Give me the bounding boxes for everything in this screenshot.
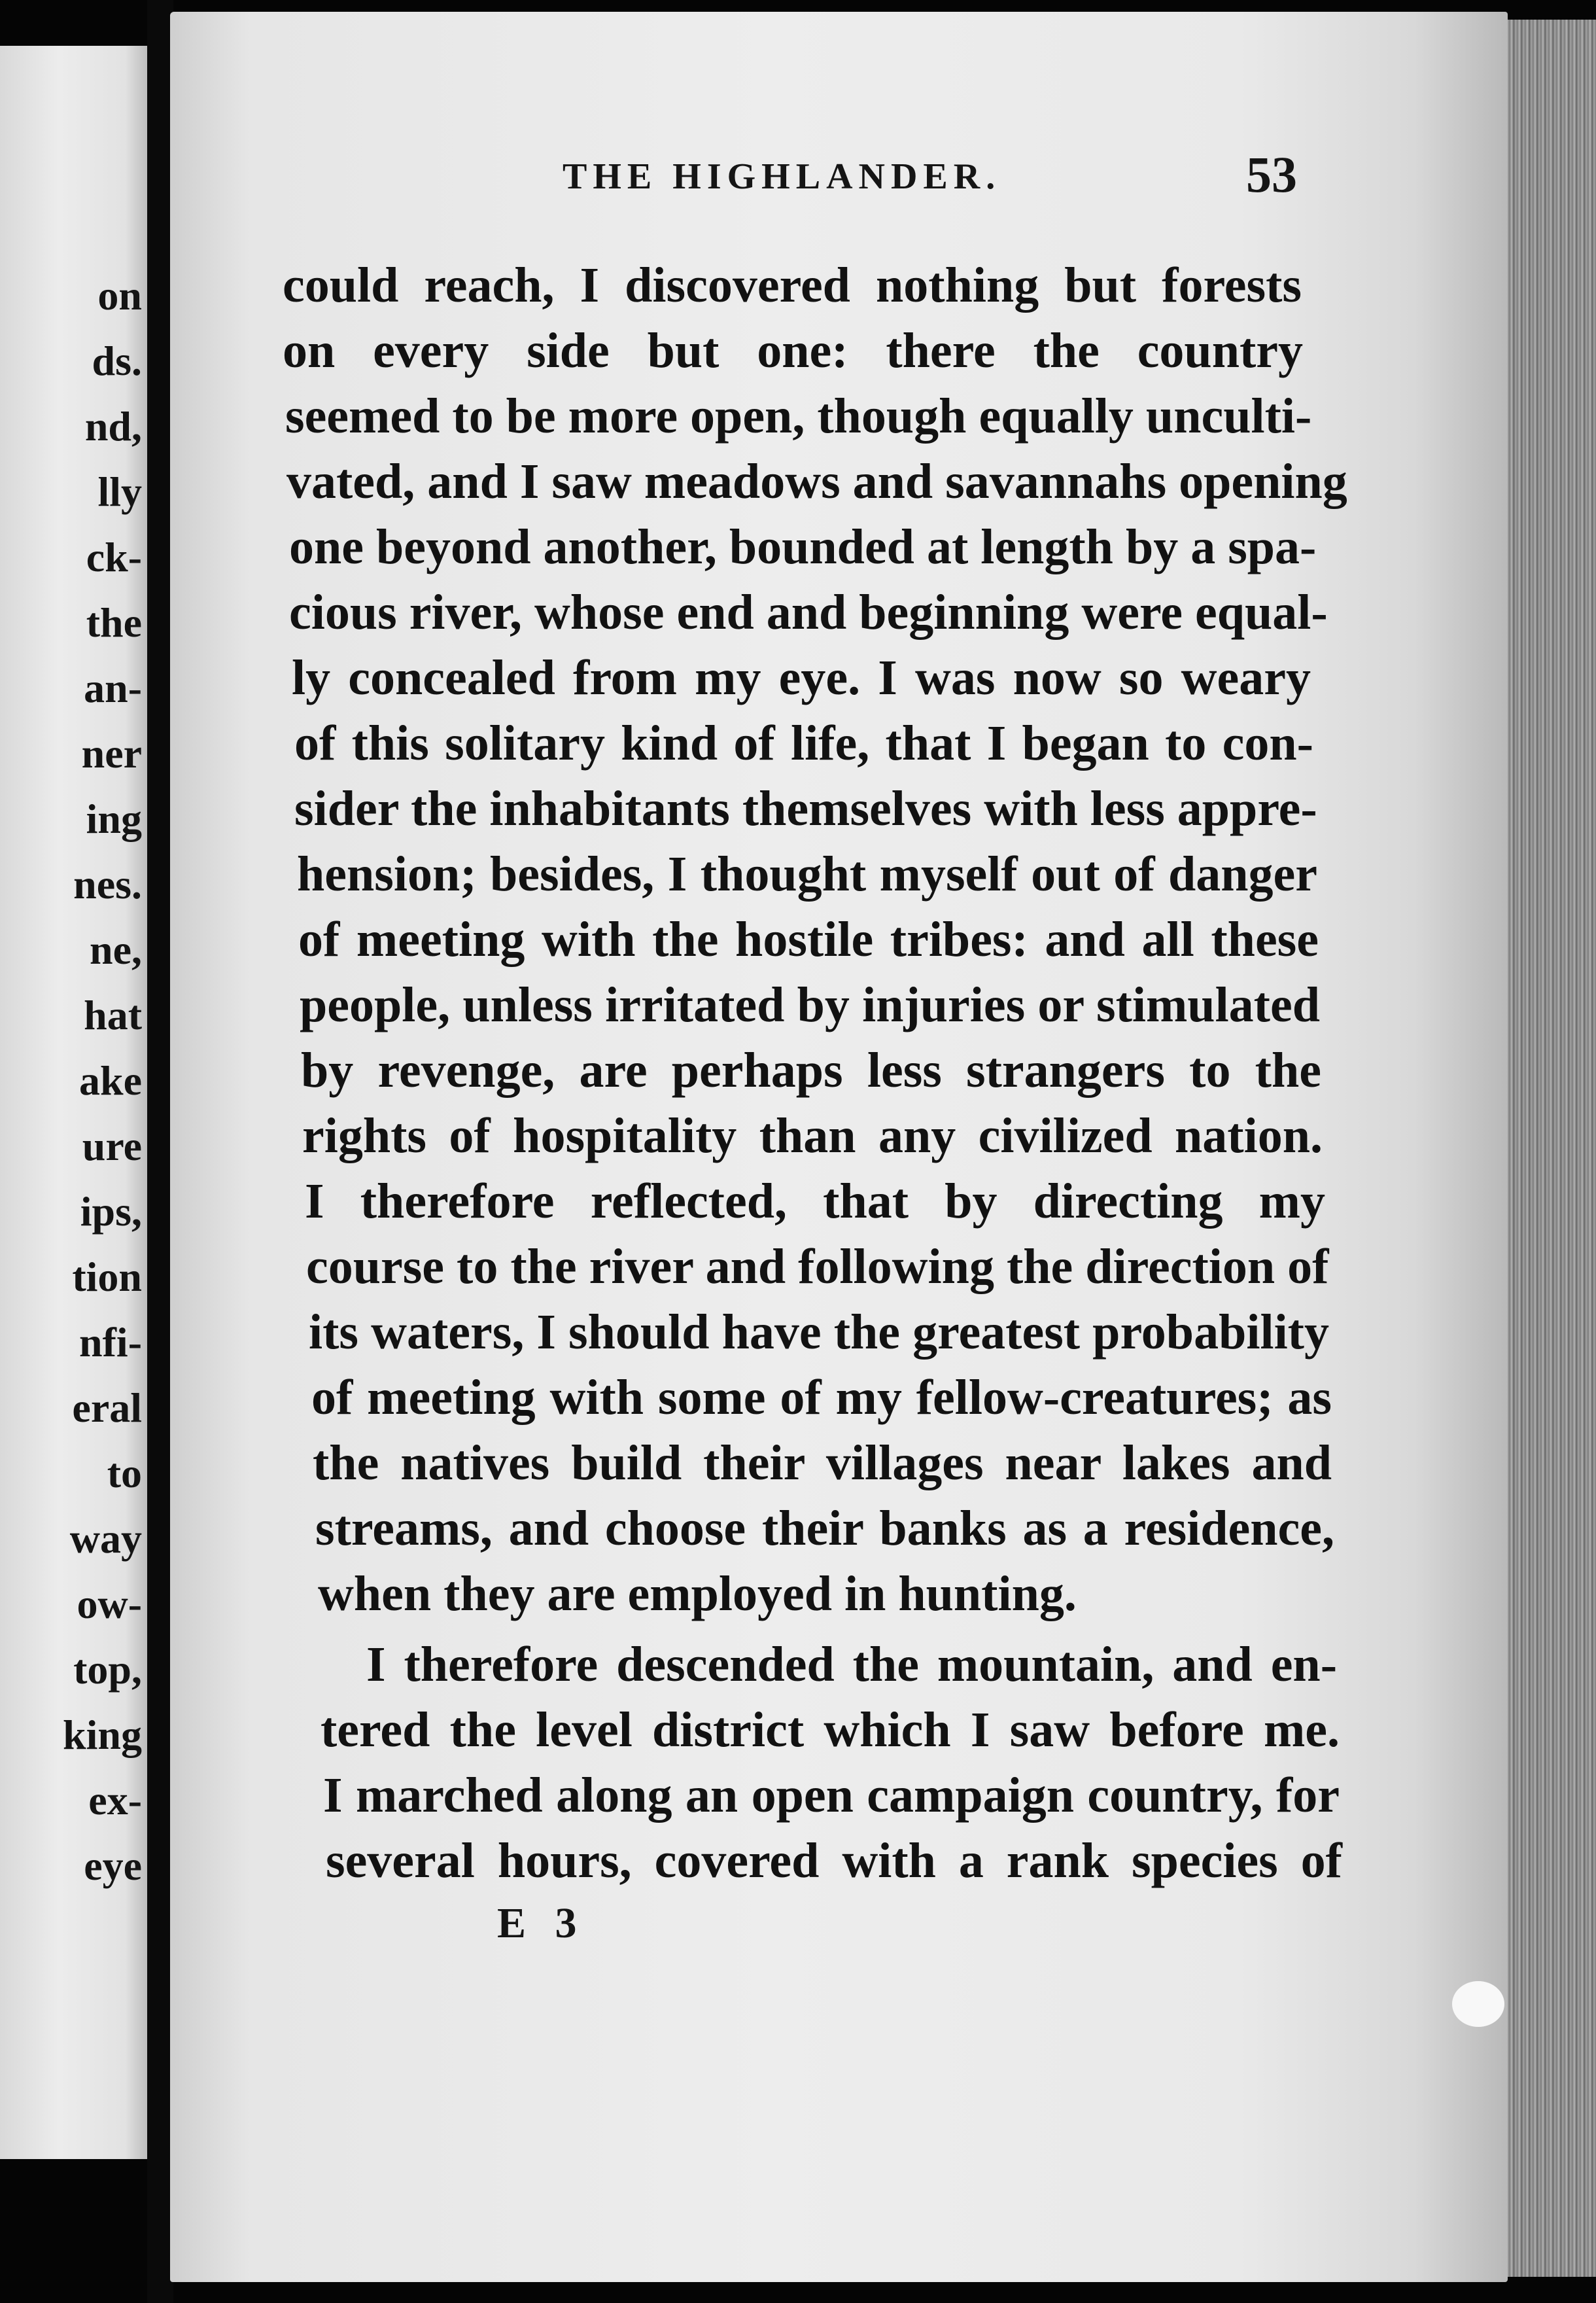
left-page-fragment: ips, xyxy=(80,1188,142,1235)
text-line: several hours, covered with a rank species of xyxy=(326,1833,1342,1888)
running-title: THE HIGHLANDER. xyxy=(563,156,1001,197)
text-line: cious river, whose end and beginning were equal- xyxy=(289,585,1328,640)
text-line: people, unless irritated by injuries or stimulated xyxy=(300,977,1320,1032)
left-page-fragment: ck- xyxy=(86,534,142,580)
left-page-fragment: ex- xyxy=(88,1777,142,1823)
left-page-fragment: ds. xyxy=(92,338,142,384)
text-line: of meeting with the hostile tribes: and all these xyxy=(298,912,1319,967)
text-line: on every side but one: there the country xyxy=(283,323,1303,378)
left-page-fragment: ow- xyxy=(77,1581,142,1627)
text-line: of this solitary kind of life, that I began to con- xyxy=(294,716,1313,771)
text-line: by revenge, are perhaps less strangers to the xyxy=(301,1043,1321,1098)
paper-blemish xyxy=(1452,1981,1504,2027)
page-number: 53 xyxy=(1246,146,1297,203)
text-line: vated, and I saw meadows and savannahs opening xyxy=(286,454,1347,509)
left-page-fragment: eye xyxy=(84,1842,142,1889)
text-line: its waters, I should have the greatest probability xyxy=(309,1305,1329,1360)
left-page-fragment: the xyxy=(86,599,142,646)
text-line: I marched along an open campaign country, for xyxy=(323,1768,1340,1823)
text-line: hension; besides, I thought myself out of danger xyxy=(297,847,1317,902)
left-page-fragment: ure xyxy=(82,1123,142,1169)
left-page-fragment: lly xyxy=(97,468,142,515)
page-fore-edge xyxy=(1498,20,1596,2277)
printer-signature-mark: E 3 xyxy=(497,1899,586,1947)
left-page-fragment: tion xyxy=(72,1254,142,1300)
text-line: when they are employed in hunting. xyxy=(318,1566,1077,1621)
left-page-fragment: top, xyxy=(73,1646,142,1693)
text-line: tered the level district which I saw before me. xyxy=(321,1702,1340,1757)
left-page-fragment: ing xyxy=(86,796,142,842)
text-line: I therefore descended the mountain, and en- xyxy=(366,1637,1337,1692)
text-line: ly concealed from my eye. I was now so weary xyxy=(292,650,1311,705)
left-page-fragment: hat xyxy=(84,992,142,1038)
text-line: the natives build their villages near lakes and xyxy=(313,1435,1332,1490)
left-page-fragment: king xyxy=(63,1712,142,1758)
text-line: could reach, I discovered nothing but forests xyxy=(283,258,1302,313)
left-page-fragment: nd, xyxy=(84,403,142,449)
left-page-fragment: ake xyxy=(79,1057,142,1104)
left-page-fragment: an- xyxy=(84,665,142,711)
left-page-fragment: nes. xyxy=(73,861,142,907)
book-gutter xyxy=(147,0,173,2303)
text-line: one beyond another, bounded at length by a spa- xyxy=(289,519,1317,574)
text-line: of meeting with some of my fellow-creatures; as xyxy=(311,1370,1332,1425)
left-page-fragment: on xyxy=(97,272,142,319)
left-page-fragment: ne, xyxy=(90,926,142,973)
left-page-fragment: nfi- xyxy=(79,1319,142,1365)
text-line: course to the river and following the direction of xyxy=(306,1239,1329,1294)
text-line: streams, and choose their banks as a residence, xyxy=(315,1501,1334,1556)
text-line: rights of hospitality than any civilized nation. xyxy=(302,1108,1323,1163)
text-line: I therefore reflected, that by directing my xyxy=(305,1174,1325,1229)
left-page-fragment: to xyxy=(107,1450,142,1496)
text-line: sider the inhabitants themselves with less appre- xyxy=(294,781,1317,836)
left-page-fragment: ner xyxy=(81,730,142,777)
previous-page-edge xyxy=(0,46,147,2159)
text-line: seemed to be more open, though equally unculti- xyxy=(285,389,1312,444)
left-page-fragment: way xyxy=(69,1515,142,1562)
left-page-fragment: eral xyxy=(72,1384,142,1431)
